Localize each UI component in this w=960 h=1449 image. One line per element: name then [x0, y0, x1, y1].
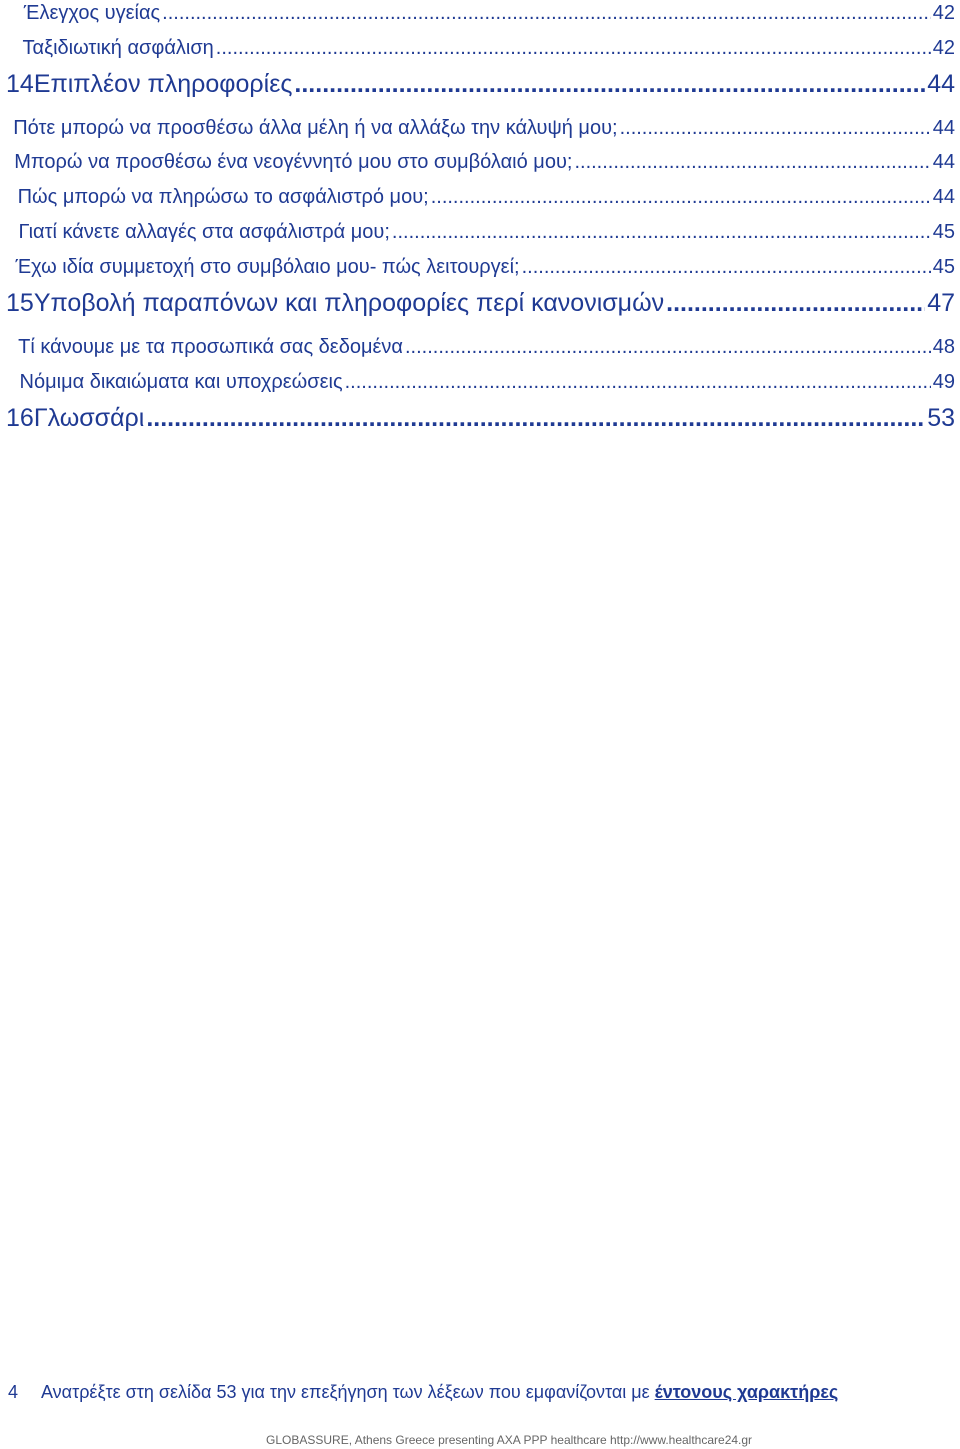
toc-chapter-page: 53 [927, 404, 955, 432]
toc-entry-page: 48 [932, 336, 955, 358]
toc-chapter-number: 15 [6, 289, 34, 317]
toc-chapter-entry[interactable] [0, 404, 960, 440]
toc-entry[interactable] [0, 37, 960, 67]
toc-entry-page: 44 [932, 117, 955, 139]
toc-entry[interactable] [0, 336, 960, 366]
toc-entry-page: 42 [932, 2, 955, 24]
toc-entry-page: 44 [932, 186, 955, 208]
toc-entry-title: Έχω ιδία συμμετοχή στο συμβόλαιο μου- πώς λειτουργεί; [15, 256, 520, 278]
toc-chapter-page: 47 [927, 289, 955, 317]
toc-entry[interactable] [0, 221, 960, 251]
toc-dot-leader [216, 37, 931, 60]
toc-entry[interactable] [0, 2, 960, 32]
toc-entry-page: 45 [932, 221, 955, 243]
toc-entry[interactable] [0, 256, 960, 286]
toc-entry-page: 49 [932, 371, 955, 393]
toc-chapter-title: Υποβολή παραπόνων και πληροφορίες περί κανονισμών [33, 289, 665, 317]
page-number: 4 [8, 1382, 19, 1402]
toc-entry-title: Τί κάνουμε με τα προσωπικά σας δεδομένα [18, 336, 403, 358]
toc-chapter-number: 16 [6, 404, 34, 432]
toc-entry-title: Έλεγχος υγείας [23, 2, 161, 24]
toc-entry-title: Πώς μπορώ να πληρώσω το ασφάλιστρό μου; [17, 186, 429, 208]
toc-dot-leader [620, 117, 931, 140]
toc-chapter-page: 44 [927, 70, 955, 98]
toc-chapter-title: Γλωσσάρι [33, 404, 145, 432]
toc-chapter-entry[interactable] [0, 289, 960, 325]
toc-entry-title: Ταξιδιωτική ασφάλιση [22, 37, 214, 59]
toc-entry[interactable] [0, 117, 960, 147]
toc-dot-leader [146, 404, 925, 433]
toc-entry-title: Γιατί κάνετε αλλαγές στα ασφάλιστρά μου; [18, 221, 390, 243]
toc-dot-leader [666, 289, 925, 318]
toc-dot-leader [574, 151, 930, 174]
toc-entry-title: Νόμιμα δικαιώματα και υποχρεώσεις [19, 371, 343, 393]
toc-dot-leader [405, 336, 931, 359]
toc-chapter-entry[interactable] [0, 70, 960, 106]
toc-entry-page: 44 [932, 151, 955, 173]
glossary-reference-note [41, 1382, 838, 1403]
toc-dot-leader [392, 221, 931, 244]
toc-chapter-number: 14 [6, 70, 34, 98]
footer-credit: GLOBASSURE, Athens Greece presenting AXA PPP healthcare http://www.healthcare24.gr [266, 1433, 753, 1447]
toc-entry[interactable] [0, 186, 960, 216]
toc-dot-leader [522, 256, 931, 279]
toc-entry-title: Μπορώ να προσθέσω ένα νεογέννητό μου στο συμβόλαιό μου; [14, 151, 573, 173]
toc-dot-leader [431, 186, 931, 209]
toc-dot-leader [294, 70, 925, 99]
glossary-reference-text: Ανατρέξτε στη σελίδα 53 για την επεξήγηση των λέξεων που εμφανίζονται με [41, 1382, 655, 1402]
bold-terms-label: έντονους χαρακτήρες [654, 1382, 839, 1402]
toc-dot-leader [345, 371, 931, 394]
toc-entry[interactable] [0, 151, 960, 181]
toc-entry-title: Πότε μπορώ να προσθέσω άλλα μέλη ή να αλλάξω την κάλυψή μου; [13, 117, 618, 139]
toc-dot-leader [162, 2, 931, 25]
toc-chapter-title: Επιπλέον πληροφορίες [33, 70, 293, 98]
toc-entry-page: 45 [932, 256, 955, 278]
toc-entry[interactable] [0, 371, 960, 401]
toc-entry-page: 42 [932, 37, 955, 59]
